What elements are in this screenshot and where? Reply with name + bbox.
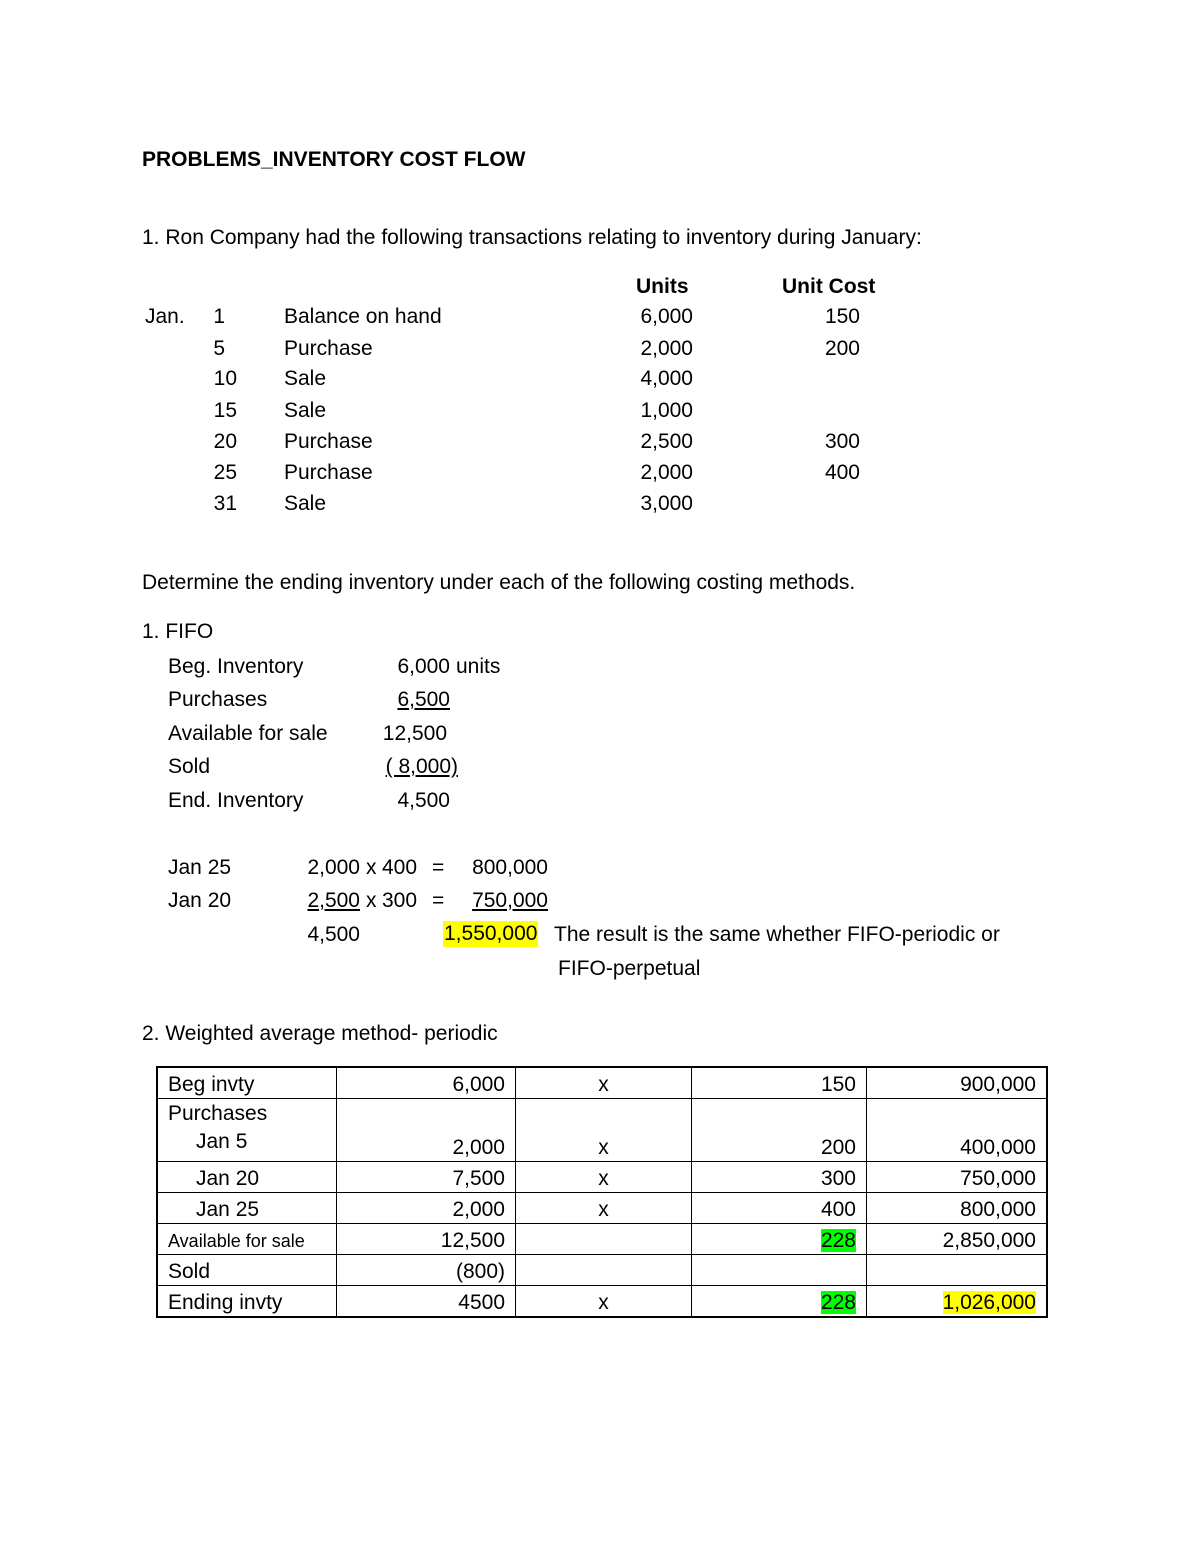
- row-label: Ending invty: [157, 1286, 337, 1318]
- row-units: (800): [337, 1255, 516, 1286]
- unit-cost-header: Unit Cost: [782, 275, 876, 298]
- row-times: x: [516, 1067, 692, 1099]
- calc-price: 400: [382, 856, 418, 879]
- table-row: [157, 1286, 1047, 1318]
- fifo-value: 12,500: [382, 722, 447, 745]
- row-total: [867, 1255, 1048, 1286]
- row-total: 750,000: [867, 1162, 1048, 1193]
- description: Sale: [284, 399, 327, 422]
- table-row: [157, 1162, 1047, 1193]
- day: 15: [213, 399, 237, 422]
- calc-times: x: [366, 889, 377, 912]
- fifo-label: Purchases: [168, 688, 268, 711]
- description: Sale: [284, 367, 327, 390]
- weighted-average-table: [156, 1066, 1048, 1318]
- calc-price: 300: [382, 889, 418, 912]
- fifo-note-line2: FIFO-perpetual: [558, 957, 701, 980]
- units-header: Units: [636, 275, 689, 298]
- unit-cost: 200: [824, 337, 860, 360]
- instruction-text: Determine the ending inventory under each of the following costing methods.: [142, 571, 856, 594]
- fifo-value: 4,500: [397, 789, 450, 812]
- row-times: [516, 1255, 692, 1286]
- unit-cost: 300: [824, 430, 860, 453]
- row-times: x: [516, 1286, 692, 1318]
- row-cost: [692, 1255, 867, 1286]
- row-times: x: [516, 1193, 692, 1224]
- calc-total: 800,000: [472, 856, 548, 879]
- average-cost-highlight: 228: [820, 1229, 856, 1252]
- row-units: 6,000: [337, 1067, 516, 1099]
- calc-label: Jan 20: [168, 889, 232, 912]
- description: Purchase: [284, 337, 373, 360]
- weighted-heading: 2. Weighted average method- periodic: [142, 1022, 498, 1045]
- row-total: 2,850,000: [867, 1224, 1048, 1255]
- description: Sale: [284, 492, 327, 515]
- row-total: 800,000: [867, 1193, 1048, 1224]
- row-label: Sold: [157, 1255, 337, 1286]
- table-row: [157, 1255, 1047, 1286]
- ending-inventory-highlight: 1,026,000: [942, 1291, 1036, 1314]
- row-cost: 300: [692, 1162, 867, 1193]
- day: 1: [213, 305, 225, 328]
- fifo-label: End. Inventory: [168, 789, 304, 812]
- day: 10: [213, 367, 237, 390]
- day: 25: [213, 461, 237, 484]
- sub-label: Jan 25: [196, 1198, 260, 1221]
- fifo-value: ( 8,000): [385, 755, 458, 778]
- row-total: [867, 1286, 1048, 1318]
- purchases-label: Purchases: [168, 1102, 268, 1125]
- table-row: [157, 1067, 1047, 1099]
- row-label: Beg invty: [157, 1067, 337, 1099]
- row-cost: 400: [692, 1193, 867, 1224]
- fifo-suffix: units: [456, 655, 501, 678]
- row-label: Available for sale: [157, 1224, 337, 1255]
- day: 5: [213, 337, 225, 360]
- description: Balance on hand: [284, 305, 442, 328]
- units: 4,000: [640, 367, 693, 390]
- day: 31: [213, 492, 237, 515]
- unit-cost: 400: [824, 461, 860, 484]
- table-row: [157, 1193, 1047, 1224]
- calc-total: 750,000: [472, 889, 548, 912]
- calc-label: Jan 25: [168, 856, 232, 879]
- fifo-label: Available for sale: [168, 722, 328, 745]
- row-label: [157, 1193, 337, 1224]
- average-cost-highlight: 228: [820, 1291, 856, 1314]
- row-cost: 200: [692, 1099, 867, 1162]
- fifo-value: 6,500: [397, 688, 450, 711]
- sub-label: Jan 20: [196, 1167, 260, 1190]
- calc-qty: 2,000: [307, 856, 360, 879]
- row-label-sub: [168, 1127, 326, 1159]
- fifo-label: Sold: [168, 755, 211, 778]
- units: 1,000: [640, 399, 693, 422]
- description: Purchase: [284, 430, 373, 453]
- row-units: 2,000: [337, 1193, 516, 1224]
- row-cost: [692, 1224, 867, 1255]
- row-label: [157, 1162, 337, 1193]
- fifo-label: Beg. Inventory: [168, 655, 304, 678]
- calc-total-units: 4,500: [307, 923, 360, 946]
- calc-times: x: [366, 856, 377, 879]
- units: 6,000: [640, 305, 693, 328]
- units: 2,000: [640, 461, 693, 484]
- row-units: 7,500: [337, 1162, 516, 1193]
- row-times: x: [516, 1099, 692, 1162]
- fifo-value: 6,000: [397, 655, 450, 678]
- units: 2,500: [640, 430, 693, 453]
- row-label: [157, 1099, 337, 1162]
- row-total: 900,000: [867, 1067, 1048, 1099]
- table-row: [157, 1099, 1047, 1162]
- fifo-note-line1: The result is the same whether FIFO-periodic or: [554, 923, 1000, 946]
- description: Purchase: [284, 461, 373, 484]
- row-units: 2,000: [337, 1099, 516, 1162]
- calc-equals: =: [432, 856, 445, 879]
- row-times: [516, 1224, 692, 1255]
- fifo-ending-inventory-total: 1,550,000: [444, 922, 538, 945]
- row-cost: 150: [692, 1067, 867, 1099]
- row-units: 4500: [337, 1286, 516, 1318]
- unit-cost: 150: [824, 305, 860, 328]
- units: 3,000: [640, 492, 693, 515]
- row-units: 12,500: [337, 1224, 516, 1255]
- calc-qty: 2,500: [307, 889, 360, 912]
- row-cost: [692, 1286, 867, 1318]
- units: 2,000: [640, 337, 693, 360]
- table-row: [157, 1224, 1047, 1255]
- sub-label: Jan 5: [196, 1130, 248, 1153]
- fifo-heading: 1. FIFO: [142, 620, 214, 643]
- page-title: PROBLEMS_INVENTORY COST FLOW: [142, 148, 526, 171]
- month-label: Jan.: [145, 305, 185, 328]
- calc-equals: =: [432, 889, 445, 912]
- row-total: 400,000: [867, 1099, 1048, 1162]
- problem-intro: 1. Ron Company had the following transactions relating to inventory during January:: [142, 226, 922, 249]
- day: 20: [213, 430, 237, 453]
- row-times: x: [516, 1162, 692, 1193]
